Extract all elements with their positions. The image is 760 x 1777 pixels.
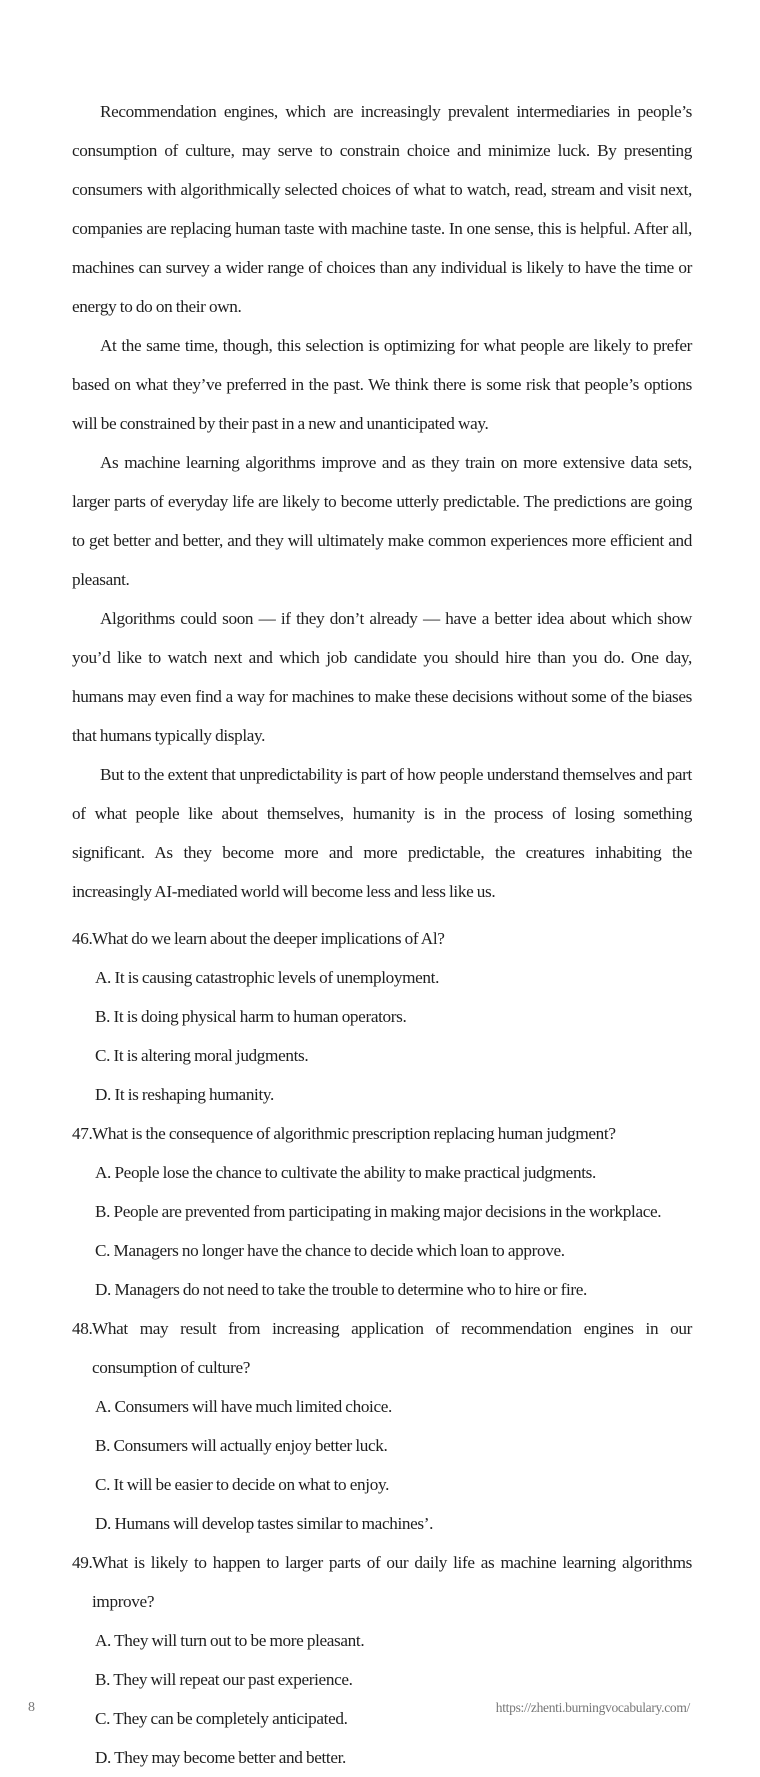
answer-option: A. People lose the chance to cultivate the ability to make practical judgments. bbox=[95, 1163, 596, 1182]
passage-paragraph: Recommendation engines, which are increasingly prevalent intermediaries in people’s consumption of culture, may serve to constrain choice and minimize luck. By presenting consumers with algorithmically selected choices of what to watch, read, stream and visit next, companies are replacing human taste with machine taste. In one sense, this is helpful. After all, machines can survey a wider range of choices than any individual is likely to have the time or energy to do on their own. bbox=[72, 102, 692, 316]
answer-option: C. They can be completely anticipated. bbox=[95, 1709, 348, 1728]
answer-option: A. Consumers will have much limited choice. bbox=[95, 1397, 392, 1416]
question-text: What is likely to happen to larger parts of our daily life as machine learning algorithms improve? bbox=[92, 1553, 692, 1611]
question-number: 47. bbox=[72, 1124, 93, 1143]
answer-option: C. Managers no longer have the chance to decide which loan to approve. bbox=[95, 1241, 565, 1260]
question-48 bbox=[72, 1309, 692, 1543]
question-text: What may result from increasing application of recommendation engines in our consumption of culture? bbox=[92, 1319, 692, 1377]
question-47 bbox=[72, 1114, 692, 1309]
passage-paragraph: Algorithms could soon — if they don’t already — have a better idea about which show you’d like to watch next and which job candidate you should hire than you do. One day, humans may even find a way for machines to make these decisions without some of the biases that humans typically display. bbox=[72, 609, 692, 745]
answer-option: C. It will be easier to decide on what to enjoy. bbox=[95, 1475, 390, 1494]
answer-option: D. They may become better and better. bbox=[95, 1748, 346, 1767]
question-49 bbox=[72, 1543, 692, 1777]
reading-passage bbox=[72, 92, 692, 911]
answer-option: D. Humans will develop tastes similar to machines’. bbox=[95, 1514, 434, 1533]
question-list bbox=[72, 919, 692, 1777]
answer-option: D. It is reshaping humanity. bbox=[95, 1085, 274, 1104]
answer-option: D. Managers do not need to take the trouble to determine who to hire or fire. bbox=[95, 1280, 587, 1299]
question-number: 49. bbox=[72, 1553, 93, 1572]
question-number: 48. bbox=[72, 1319, 93, 1338]
page-number: 8 bbox=[28, 1700, 35, 1715]
passage-paragraph: At the same time, though, this selection is optimizing for what people are likely to prefer based on what they’ve preferred in the past. We think there is some risk that people’s options will be constrained by their past in a new and unanticipated way. bbox=[72, 336, 692, 433]
question-stem bbox=[72, 1309, 692, 1387]
document-page bbox=[72, 92, 692, 1777]
question-text: What is the consequence of algorithmic prescription replacing human judgment? bbox=[92, 1124, 616, 1143]
answer-option: B. It is doing physical harm to human operators. bbox=[95, 1007, 407, 1026]
answer-option: B. They will repeat our past experience. bbox=[95, 1670, 353, 1689]
answer-option: B. People are prevented from participating in making major decisions in the workplace. bbox=[95, 1202, 662, 1221]
question-text: What do we learn about the deeper implications of Al? bbox=[92, 929, 445, 948]
question-46 bbox=[72, 919, 692, 1114]
passage-paragraph: As machine learning algorithms improve and as they train on more extensive data sets, larger parts of everyday life are likely to become utterly predictable. The predictions are going to get better and better, and they will ultimately make common experiences more efficient and pleasant. bbox=[72, 453, 692, 589]
question-stem bbox=[72, 1543, 692, 1621]
footer-url: https://zhenti.burningvocabulary.com/ bbox=[495, 1700, 690, 1715]
passage-paragraph: But to the extent that unpredictability is part of how people understand themselves and part of what people like about themselves, humanity is in the process of losing something significant. As they become more and more predictable, the creatures inhabiting the increasingly AI-mediated world will become less and less like us. bbox=[72, 765, 692, 901]
question-stem bbox=[72, 919, 692, 958]
answer-option: A. They will turn out to be more pleasant. bbox=[95, 1631, 365, 1650]
answer-option: B. Consumers will actually enjoy better luck. bbox=[95, 1436, 388, 1455]
question-stem bbox=[72, 1114, 692, 1153]
answer-option: A. It is causing catastrophic levels of unemployment. bbox=[95, 968, 440, 987]
answer-option: C. It is altering moral judgments. bbox=[95, 1046, 309, 1065]
question-number: 46. bbox=[72, 929, 93, 948]
